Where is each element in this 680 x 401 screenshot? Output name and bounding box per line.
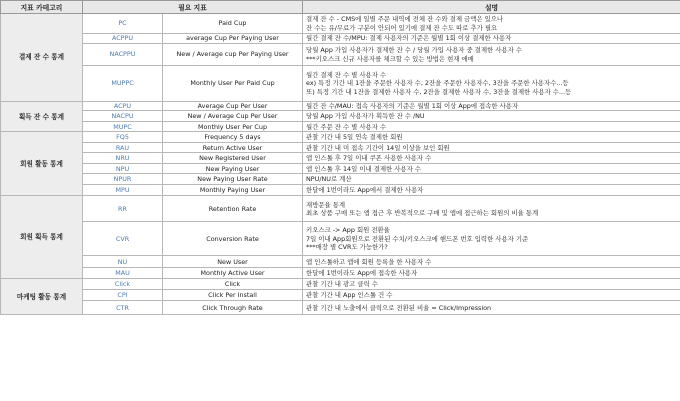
metric-description [303, 143, 680, 153]
description-line: 앱 인스톨 후 14일 이내 결제한 사용자 수 [306, 164, 421, 173]
metric-name: Monthly Paying User [163, 185, 303, 196]
description-line: 잔 수는 유/무료가 구분이 안되어 있기에 결제 잔 수도 따로 추가 필요 [306, 23, 498, 32]
description-line: 결제 잔 수 - CMS에 일별 주문 내역에 전체 잔 수와 결제 금액은 있으나 [306, 15, 504, 24]
metric-description [303, 34, 680, 44]
header-metric: 필요 지표 [83, 1, 303, 14]
category-cell: 회원 획득 통계 [1, 196, 83, 279]
description-line: 관찰 기간 내 5일 연속 결제한 회원 [306, 133, 403, 142]
metric-abbreviation: MAU [83, 268, 163, 279]
table-row [1, 164, 680, 174]
metric-abbreviation: ACPU [83, 102, 163, 111]
description-line: 관찰 기간 내 App 인스톨 건 수 [306, 291, 393, 300]
metric-description [303, 153, 680, 164]
metric-abbreviation: NPU [83, 164, 163, 174]
description-line: 관찰 기간 내 미 접속 기간이 14일 이상을 보인 회원 [306, 143, 450, 152]
header-category: 지표 카테고리 [1, 1, 83, 14]
metric-name: Click Through Rate [163, 301, 303, 315]
table-header-row [1, 1, 680, 14]
metric-description [303, 14, 680, 34]
metric-name: New / Average Cup Per User [163, 111, 303, 122]
metric-description [303, 222, 680, 256]
metric-name: average Cup Per Paying User [163, 34, 303, 44]
metric-abbreviation: FQ5 [83, 132, 163, 143]
metric-abbreviation: CPI [83, 290, 163, 301]
metric-description [303, 196, 680, 222]
metric-name: Monthly User Per Paid Cup [163, 66, 303, 102]
metric-abbreviation: ACPPU [83, 34, 163, 44]
metric-description [303, 111, 680, 122]
metric-abbreviation: NRU [83, 153, 163, 164]
metric-description [303, 279, 680, 290]
description-line: ***키오스크 신규 사용자를 체크할 수 있는 방법은 현재 애매 [306, 54, 474, 63]
metric-name: Monthly Active User [163, 268, 303, 279]
description-line: 월간 잔 수/MAU: 접속 사용자의 기준은 월별 1회 이상 App에 접속한 사용자 [306, 102, 519, 110]
metric-description [303, 122, 680, 132]
table-row [1, 143, 680, 153]
metric-name: Return Active User [163, 143, 303, 153]
description-line: 관찰 기간 내 광고 클릭 수 [306, 280, 378, 289]
metric-abbreviation: PC [83, 14, 163, 34]
description-line: 또) 특정 기간 내 1잔을 결제한 사용자 수, 2잔을 결제한 사용자 수, 3잔을 결제한 사용자 수...등 [306, 87, 572, 96]
metric-description [303, 174, 680, 185]
metric-abbreviation: NACPPU [83, 44, 163, 66]
metric-name: New Registered User [163, 153, 303, 164]
metric-description [303, 132, 680, 143]
metric-abbreviation: RR [83, 196, 163, 222]
table-row [1, 102, 680, 111]
metric-name: New Paying User Rate [163, 174, 303, 185]
table-row [1, 268, 680, 279]
category-cell: 결제 잔 수 통계 [1, 14, 83, 102]
table-row [1, 222, 680, 256]
description-line: 7일 이내 App회원으로 전환된 수치/키오스크에 핸드폰 번호 입력한 사용자 기준 [306, 234, 529, 243]
category-cell: 회원 활동 통계 [1, 132, 83, 196]
metric-name: New User [163, 256, 303, 268]
metric-description [303, 164, 680, 174]
metric-abbreviation: CTR [83, 301, 163, 315]
metric-description [303, 102, 680, 111]
description-line: ***매장 별 CVR도 가능한가? [306, 242, 388, 251]
table-row [1, 174, 680, 185]
metric-name: Retention Rate [163, 196, 303, 222]
metric-description [303, 301, 680, 315]
table-row [1, 66, 680, 102]
table-row [1, 44, 680, 66]
table-row [1, 279, 680, 290]
metric-abbreviation: MUPPC [83, 66, 163, 102]
table-row [1, 196, 680, 222]
metric-abbreviation: MPU [83, 185, 163, 196]
description-line: 월간 주문 잔 수 별 사용자 수 [306, 122, 387, 131]
metric-name: Click [163, 279, 303, 290]
metric-description [303, 256, 680, 268]
table-row [1, 301, 680, 315]
description-line: 한달에 1번이라도 App에 접속한 사용자 [306, 269, 418, 278]
metric-name: Monthly User Per Cup [163, 122, 303, 132]
description-line: 재방문율 통계 [306, 200, 346, 209]
description-line: 키오스크 -> App 회원 전환율 [306, 226, 390, 235]
description-line: 관찰 기간 내 노출에서 클릭으로 전환된 비율 = Click/Impression [306, 303, 492, 312]
description-line: 월간 결제 잔 수/MPU: 결제 사용자의 기준은 월별 1회 이상 결제한 사용자 [306, 34, 512, 43]
description-line: 당월 App 가입 사용자가 결제한 잔 수 / 당월 가입 사용자 중 결제한 사용자 수 [306, 46, 522, 55]
table-row [1, 122, 680, 132]
metric-description [303, 66, 680, 102]
metric-abbreviation: Click [83, 279, 163, 290]
metric-abbreviation: RAU [83, 143, 163, 153]
metric-description [303, 185, 680, 196]
metric-name: Click Per Install [163, 290, 303, 301]
category-cell: 획득 잔 수 통계 [1, 102, 83, 132]
table-row [1, 132, 680, 143]
metric-abbreviation: NPUR [83, 174, 163, 185]
table-row [1, 256, 680, 268]
metric-description [303, 44, 680, 66]
metric-description [303, 290, 680, 301]
table-row [1, 185, 680, 196]
table-row [1, 153, 680, 164]
metric-abbreviation: NACPU [83, 111, 163, 122]
metric-abbreviation: MUPC [83, 122, 163, 132]
table-row [1, 34, 680, 44]
table-row [1, 14, 680, 34]
table-row [1, 111, 680, 122]
description-line: 한달에 1번이라도 App에서 결제한 사용자 [306, 186, 424, 195]
description-line: 앱 인스톨하고 앱에 회원 등록을 한 사용자 수 [306, 257, 432, 266]
description-line: 당월 App 가입 사용자가 획득한 잔 수 /NU [306, 112, 425, 121]
description-line: NPU/NU로 계산 [306, 175, 352, 184]
description-line: 최초 상품 구매 또는 앱 접근 후 반복적으로 구매 및 앱에 접근하는 회원의 비율 통계 [306, 208, 539, 217]
metric-name: Paid Cup [163, 14, 303, 34]
metric-abbreviation: NU [83, 256, 163, 268]
metric-description [303, 268, 680, 279]
description-line: 앱 인스톨 후 7일 이내 쿠폰 사용한 사용자 수 [306, 154, 432, 163]
table-row [1, 290, 680, 301]
metric-name: Frequency 5 days [163, 132, 303, 143]
metric-name: New Paying User [163, 164, 303, 174]
category-cell: 마케팅 활동 통계 [1, 279, 83, 315]
description-line: 월간 결제 잔 수 별 사용자 수 [306, 71, 387, 80]
metric-abbreviation: CVR [83, 222, 163, 256]
header-description: 설명 [303, 1, 680, 14]
metric-name: New / Average cup Per Paying User [163, 44, 303, 66]
metric-name: Conversion Rate [163, 222, 303, 256]
metric-name: Average Cup Per User [163, 102, 303, 111]
description-line: ex) 특정 기간 내 1잔을 주문한 사용자 수, 2잔을 주문한 사용자수, 3잔을 주문한 사용자수...등 [306, 79, 569, 88]
